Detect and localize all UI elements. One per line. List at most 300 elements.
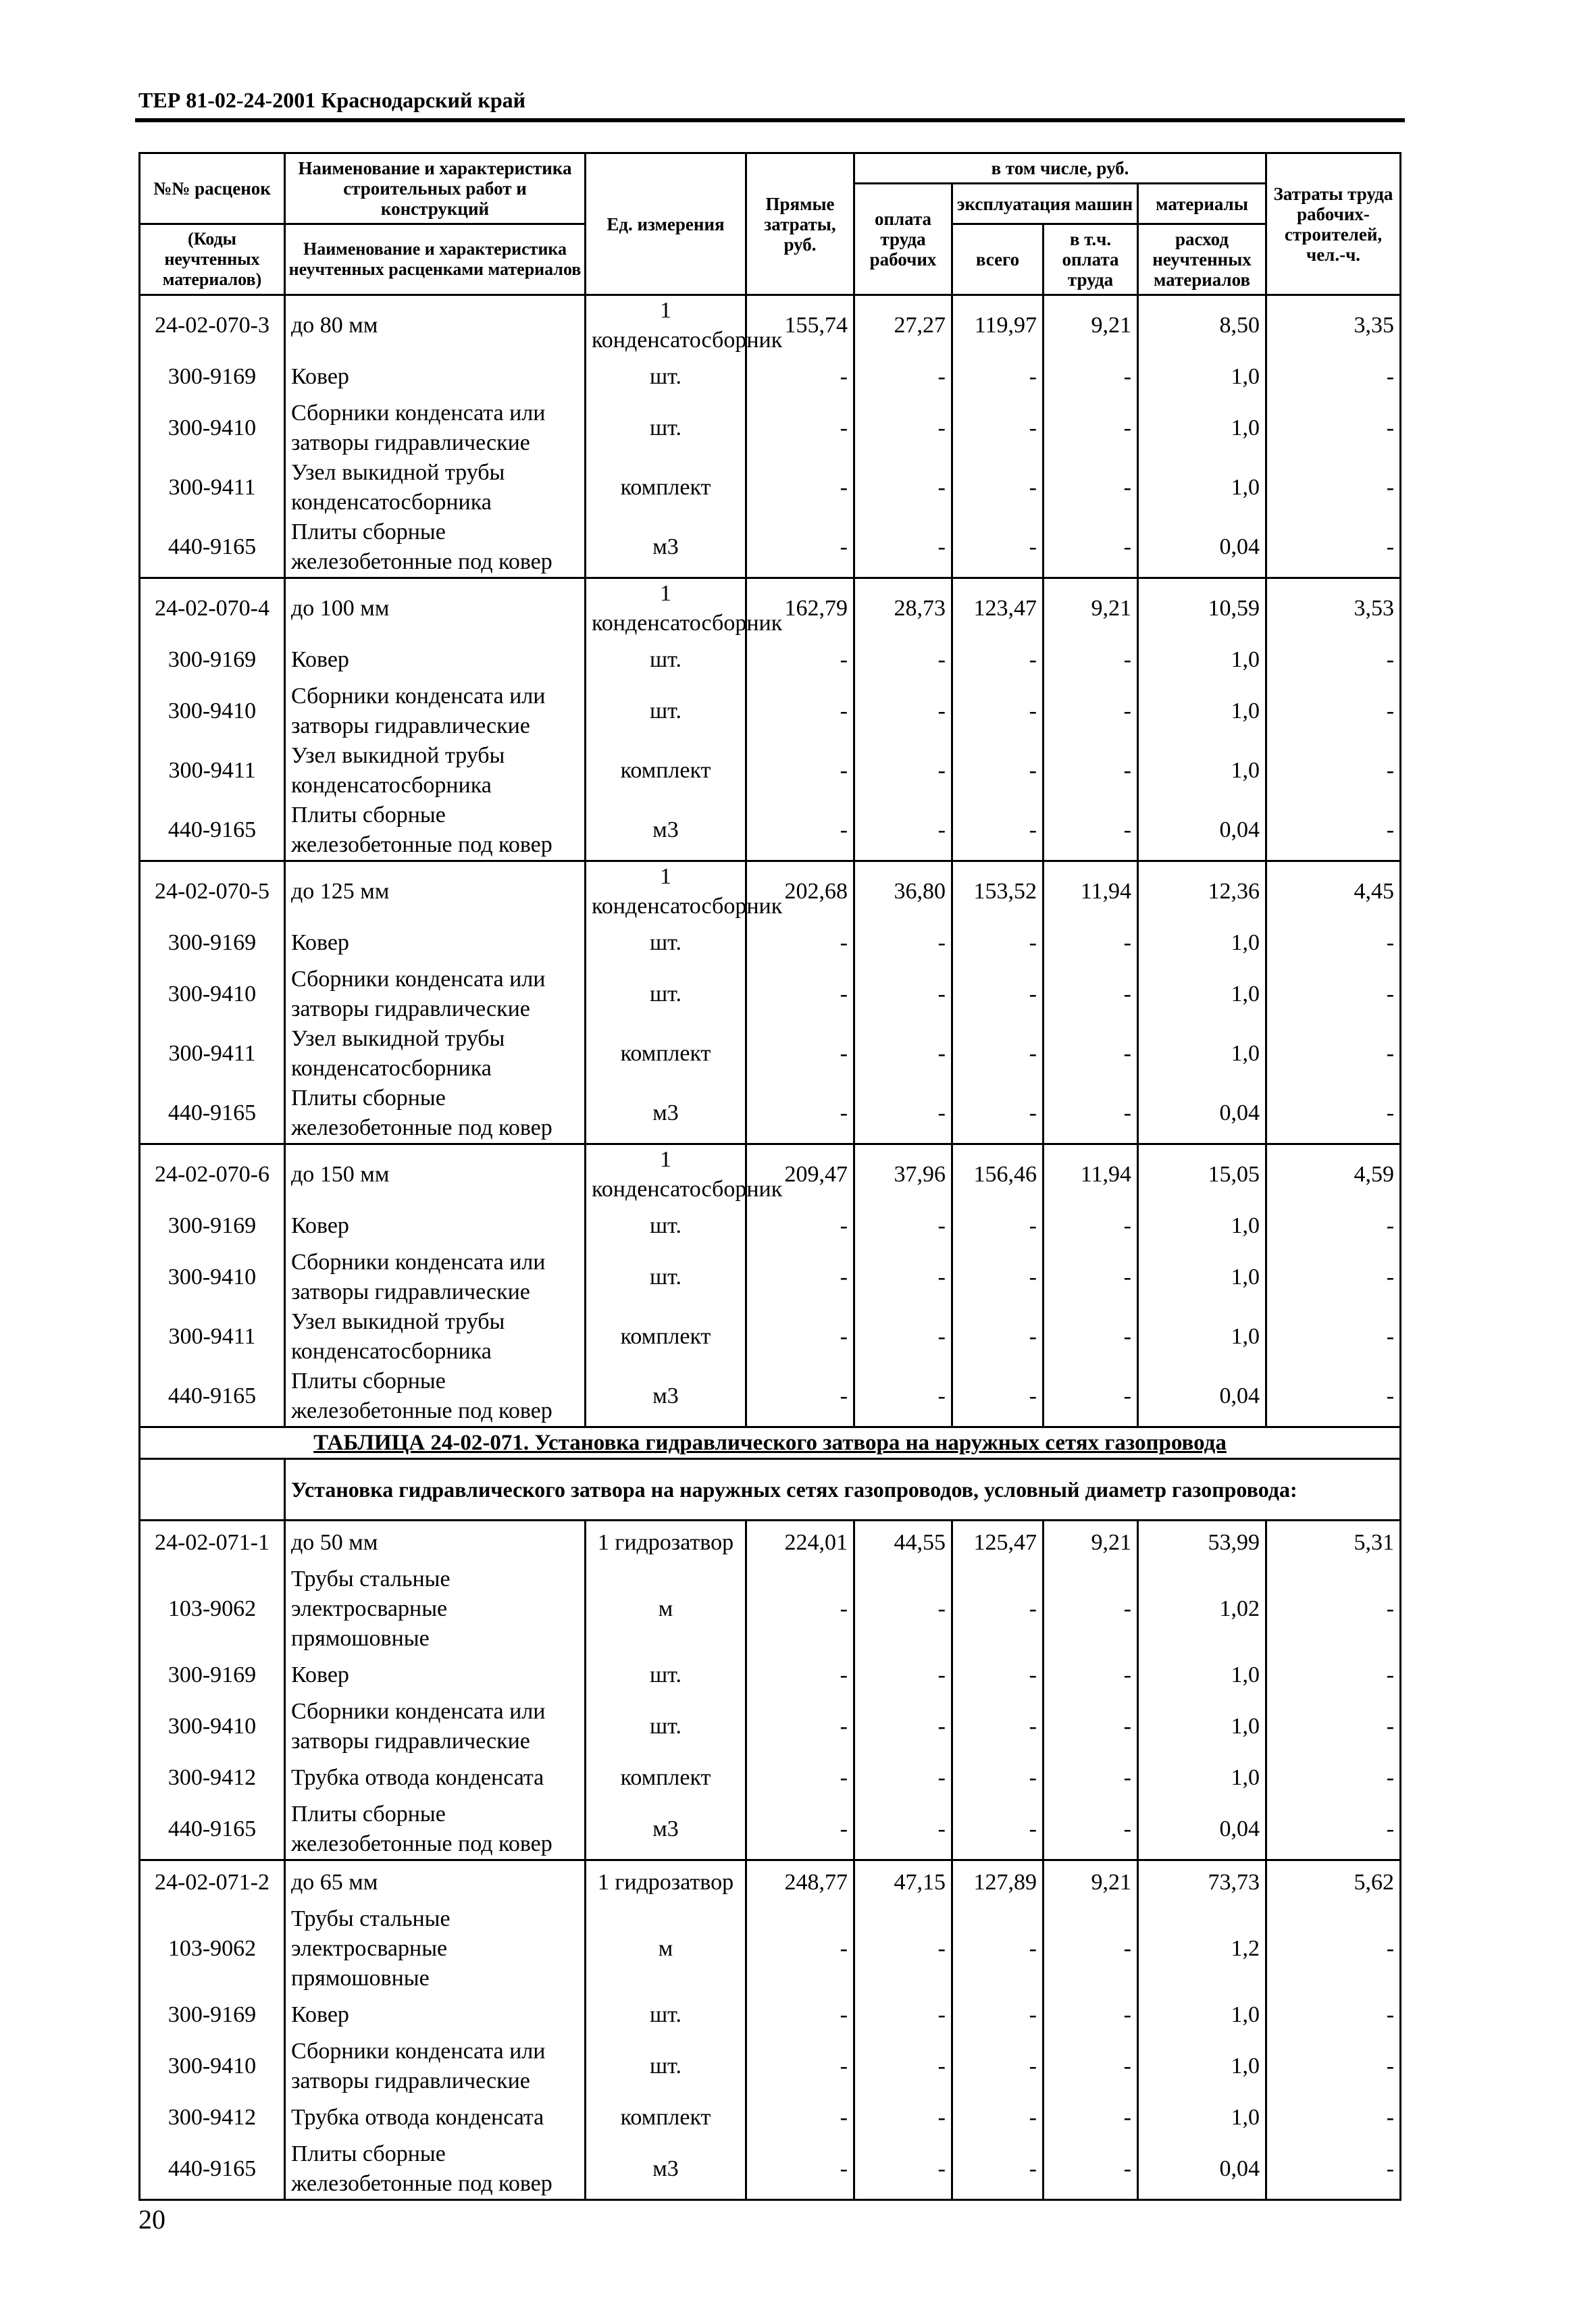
material-name: Плиты сборные железобетонные под ковер (285, 1367, 586, 1427)
machines-labor: 11,94 (1044, 1144, 1138, 1205)
dash-cell: - (952, 1024, 1044, 1084)
material-name: Плиты сборные железобетонные под ковер (285, 517, 586, 578)
table-header (140, 153, 1401, 295)
dash-cell: - (1044, 921, 1138, 965)
dash-cell: - (952, 965, 1044, 1024)
material-name: Трубка отвода конденсата (285, 1756, 586, 1800)
dash-cell: - (952, 1654, 1044, 1697)
dash-cell: - (1044, 2037, 1138, 2096)
material-name: Трубы стальные электросварные прямошовные (285, 1904, 586, 1993)
material-name: Сборники конденсата или затворы гидравлические (285, 682, 586, 741)
rate-unit: 1 конденсатосборник (586, 1144, 746, 1205)
dash-cell: - (952, 1800, 1044, 1860)
table-row (140, 2037, 1401, 2096)
dash-cell: - (1044, 1024, 1138, 1084)
dash-cell: - (1266, 355, 1401, 399)
header-code-main: №№ расценок (140, 153, 285, 224)
dash-cell: - (1044, 1307, 1138, 1367)
material-qty: 1,0 (1138, 1654, 1266, 1697)
dash-cell: - (1266, 1756, 1401, 1800)
dash-cell: - (1044, 1204, 1138, 1248)
table-row (140, 682, 1401, 741)
material-unit: комплект (586, 1756, 746, 1800)
dash-cell: - (854, 682, 952, 741)
header-direct: Прямые затраты, руб. (746, 153, 854, 295)
dash-cell: - (1044, 517, 1138, 578)
header-materials-sub: расход неучтенных материалов (1138, 224, 1266, 295)
rate-unit: 1 гидрозатвор (586, 1860, 746, 1905)
rate-unit: 1 конденсатосборник (586, 295, 746, 356)
material-code: 300-9169 (140, 355, 285, 399)
dash-cell: - (952, 1248, 1044, 1307)
dash-cell: - (854, 517, 952, 578)
material-unit: шт. (586, 682, 746, 741)
dash-cell: - (854, 921, 952, 965)
materials-cost: 73,73 (1138, 1860, 1266, 1905)
header-rule (135, 118, 1405, 122)
dash-cell: - (1266, 1800, 1401, 1860)
material-qty: 1,0 (1138, 355, 1266, 399)
document-header: ТЕР 81-02-24-2001 Краснодарский край (138, 88, 526, 112)
header-machines-total: всего (952, 224, 1044, 295)
dash-cell: - (746, 1204, 854, 1248)
labor-pay: 44,55 (854, 1521, 952, 1565)
material-name: Сборники конденсата или затворы гидравлические (285, 399, 586, 458)
rate-name: до 65 мм (285, 1860, 586, 1905)
material-qty: 1,0 (1138, 921, 1266, 965)
labor-pay: 47,15 (854, 1860, 952, 1905)
table-row (140, 741, 1401, 800)
machines-total: 125,47 (952, 1521, 1044, 1565)
material-qty: 1,0 (1138, 682, 1266, 741)
material-unit: шт. (586, 1248, 746, 1307)
material-unit: шт. (586, 1993, 746, 2037)
dash-cell: - (854, 1800, 952, 1860)
dash-cell: - (952, 1204, 1044, 1248)
material-code: 300-9411 (140, 1307, 285, 1367)
dash-cell: - (1266, 682, 1401, 741)
material-qty: 1,0 (1138, 638, 1266, 682)
material-qty: 1,0 (1138, 1307, 1266, 1367)
dash-cell: - (1044, 1654, 1138, 1697)
table-row (140, 1654, 1401, 1697)
dash-cell: - (854, 1024, 952, 1084)
dash-cell: - (854, 1307, 952, 1367)
material-unit: комплект (586, 741, 746, 800)
material-code: 300-9410 (140, 1697, 285, 1756)
direct-cost: 162,79 (746, 578, 854, 639)
dash-cell: - (746, 2096, 854, 2139)
dash-cell: - (854, 1993, 952, 2037)
material-code: 300-9169 (140, 638, 285, 682)
dash-cell: - (952, 1697, 1044, 1756)
dash-cell: - (1266, 2139, 1401, 2200)
rates-table-container (138, 152, 1399, 2201)
material-code: 300-9410 (140, 965, 285, 1024)
dash-cell: - (1266, 399, 1401, 458)
material-unit: шт. (586, 1654, 746, 1697)
header-labor-cost: Затраты труда рабочих-строителей, чел.-ч. (1266, 153, 1401, 295)
dash-cell: - (952, 2139, 1044, 2200)
direct-cost: 202,68 (746, 861, 854, 922)
material-qty: 1,0 (1138, 1024, 1266, 1084)
dash-cell: - (746, 517, 854, 578)
material-code: 440-9165 (140, 1800, 285, 1860)
header-labor-pay: оплата труда рабочих (854, 184, 952, 295)
table-row (140, 1904, 1401, 1993)
direct-cost: 224,01 (746, 1521, 854, 1565)
dash-cell: - (1266, 458, 1401, 517)
dash-cell: - (1044, 1084, 1138, 1144)
materials-cost: 53,99 (1138, 1521, 1266, 1565)
labor-hours: 3,35 (1266, 295, 1401, 356)
dash-cell: - (1044, 1904, 1138, 1993)
dash-cell: - (1266, 1564, 1401, 1654)
header-machines: эксплуатация машин (952, 184, 1138, 224)
dash-cell: - (952, 1084, 1044, 1144)
dash-cell: - (854, 1756, 952, 1800)
dash-cell: - (746, 1756, 854, 1800)
material-code: 300-9411 (140, 1024, 285, 1084)
table-row (140, 2096, 1401, 2139)
machines-labor: 9,21 (1044, 1521, 1138, 1565)
material-unit: м3 (586, 800, 746, 861)
dash-cell: - (746, 1993, 854, 2037)
dash-cell: - (1266, 1307, 1401, 1367)
dash-cell: - (746, 1800, 854, 1860)
material-unit: шт. (586, 638, 746, 682)
material-name: Узел выкидной трубы конденсатосборника (285, 458, 586, 517)
dash-cell: - (746, 741, 854, 800)
dash-cell: - (1044, 1367, 1138, 1427)
dash-cell: - (1044, 2139, 1138, 2200)
material-unit: м3 (586, 517, 746, 578)
table-row (140, 1248, 1401, 1307)
dash-cell: - (854, 1204, 952, 1248)
material-unit: м3 (586, 2139, 746, 2200)
material-qty: 1,0 (1138, 458, 1266, 517)
material-qty: 0,04 (1138, 2139, 1266, 2200)
dash-cell: - (1266, 1367, 1401, 1427)
dash-cell: - (1266, 1204, 1401, 1248)
dash-cell: - (1044, 1564, 1138, 1654)
material-name: Плиты сборные железобетонные под ковер (285, 1800, 586, 1860)
empty-code-cell (140, 1459, 285, 1521)
labor-hours: 5,31 (1266, 1521, 1401, 1565)
dash-cell: - (952, 741, 1044, 800)
machines-total: 156,46 (952, 1144, 1044, 1205)
material-qty: 0,04 (1138, 800, 1266, 861)
material-name: Узел выкидной трубы конденсатосборника (285, 1024, 586, 1084)
dash-cell: - (1044, 1800, 1138, 1860)
labor-hours: 4,45 (1266, 861, 1401, 922)
dash-cell: - (854, 1248, 952, 1307)
material-name: Ковер (285, 355, 586, 399)
rate-unit: 1 конденсатосборник (586, 578, 746, 639)
dash-cell: - (1266, 1084, 1401, 1144)
dash-cell: - (952, 638, 1044, 682)
rate-name: до 50 мм (285, 1521, 586, 1565)
dash-cell: - (952, 1993, 1044, 2037)
material-name: Плиты сборные железобетонные под ковер (285, 800, 586, 861)
dash-cell: - (746, 965, 854, 1024)
rate-code: 24-02-070-5 (140, 861, 285, 922)
dash-cell: - (952, 921, 1044, 965)
material-qty: 1,0 (1138, 965, 1266, 1024)
dash-cell: - (854, 638, 952, 682)
table-row (140, 1993, 1401, 2037)
material-code: 440-9165 (140, 1084, 285, 1144)
dash-cell: - (952, 1904, 1044, 1993)
labor-hours: 4,59 (1266, 1144, 1401, 1205)
dash-cell: - (746, 2139, 854, 2200)
machines-total: 153,52 (952, 861, 1044, 922)
table-row (140, 1204, 1401, 1248)
material-code: 300-9169 (140, 1993, 285, 2037)
section-title-text: ТАБЛИЦА 24-02-071. Установка гидравлического затвора на наружных сетях газопровода (313, 1431, 1227, 1455)
dash-cell: - (854, 355, 952, 399)
rate-code: 24-02-071-1 (140, 1521, 285, 1565)
material-code: 300-9169 (140, 1654, 285, 1697)
dash-cell: - (1044, 682, 1138, 741)
direct-cost: 248,77 (746, 1860, 854, 1905)
dash-cell: - (854, 1564, 952, 1654)
materials-cost: 10,59 (1138, 578, 1266, 639)
material-qty: 0,04 (1138, 517, 1266, 578)
header-unit: Ед. измерения (586, 153, 746, 295)
material-unit: шт. (586, 921, 746, 965)
material-qty: 0,04 (1138, 1800, 1266, 1860)
table-row (140, 1800, 1401, 1860)
dash-cell: - (1266, 1697, 1401, 1756)
table-row (140, 1307, 1401, 1367)
dash-cell: - (854, 2096, 952, 2139)
dash-cell: - (1044, 1756, 1138, 1800)
rate-name: до 125 мм (285, 861, 586, 922)
dash-cell: - (1266, 517, 1401, 578)
table-row (140, 921, 1401, 965)
materials-cost: 8,50 (1138, 295, 1266, 356)
machines-total: 123,47 (952, 578, 1044, 639)
dash-cell: - (1044, 741, 1138, 800)
table-row (140, 1144, 1401, 1205)
table-row (140, 861, 1401, 922)
dash-cell: - (1266, 638, 1401, 682)
dash-cell: - (854, 1697, 952, 1756)
material-qty: 0,04 (1138, 1084, 1266, 1144)
dash-cell: - (854, 1654, 952, 1697)
material-name: Трубка отвода конденсата (285, 2096, 586, 2139)
table-row (140, 355, 1401, 399)
material-unit: комплект (586, 1024, 746, 1084)
material-code: 300-9411 (140, 458, 285, 517)
rate-code: 24-02-070-3 (140, 295, 285, 356)
material-code: 300-9412 (140, 2096, 285, 2139)
dash-cell: - (746, 638, 854, 682)
machines-labor: 9,21 (1044, 578, 1138, 639)
dash-cell: - (1044, 1248, 1138, 1307)
dash-cell: - (1266, 1024, 1401, 1084)
material-name: Ковер (285, 921, 586, 965)
material-qty: 1,0 (1138, 741, 1266, 800)
dash-cell: - (746, 921, 854, 965)
material-name: Сборники конденсата или затворы гидравлические (285, 1248, 586, 1307)
header-code-sub: (Коды неучтенных материалов) (140, 224, 285, 295)
material-qty: 1,0 (1138, 1993, 1266, 2037)
dash-cell: - (746, 1248, 854, 1307)
machines-labor: 9,21 (1044, 295, 1138, 356)
rate-code: 24-02-071-2 (140, 1860, 285, 1905)
dash-cell: - (746, 399, 854, 458)
dash-cell: - (952, 1367, 1044, 1427)
material-unit: м3 (586, 1800, 746, 1860)
rate-code: 24-02-070-6 (140, 1144, 285, 1205)
machines-labor: 9,21 (1044, 1860, 1138, 1905)
dash-cell: - (1044, 800, 1138, 861)
table-row (140, 1564, 1401, 1654)
material-name: Ковер (285, 1204, 586, 1248)
dash-cell: - (1266, 1248, 1401, 1307)
material-name: Ковер (285, 638, 586, 682)
dash-cell: - (854, 399, 952, 458)
dash-cell: - (952, 517, 1044, 578)
material-name: Сборники конденсата или затворы гидравлические (285, 2037, 586, 2096)
rate-name: до 80 мм (285, 295, 586, 356)
material-qty: 0,04 (1138, 1367, 1266, 1427)
material-code: 300-9410 (140, 399, 285, 458)
material-unit: м (586, 1904, 746, 1993)
dash-cell: - (746, 458, 854, 517)
material-code: 300-9169 (140, 1204, 285, 1248)
dash-cell: - (952, 1756, 1044, 1800)
dash-cell: - (1266, 741, 1401, 800)
material-qty: 1,02 (1138, 1564, 1266, 1654)
dash-cell: - (1044, 399, 1138, 458)
dash-cell: - (952, 1307, 1044, 1367)
dash-cell: - (746, 1307, 854, 1367)
table-row (140, 1756, 1401, 1800)
table-row (140, 1367, 1401, 1427)
table-row (140, 295, 1401, 356)
table-row (140, 1084, 1401, 1144)
dash-cell: - (1266, 1993, 1401, 2037)
material-code: 103-9062 (140, 1564, 285, 1654)
material-code: 300-9411 (140, 741, 285, 800)
dash-cell: - (746, 1697, 854, 1756)
table-row (140, 517, 1401, 578)
page-number: 20 (138, 2204, 165, 2235)
material-name: Плиты сборные железобетонные под ковер (285, 2139, 586, 2200)
labor-hours: 5,62 (1266, 1860, 1401, 1905)
dash-cell: - (746, 355, 854, 399)
material-unit: комплект (586, 2096, 746, 2139)
dash-cell: - (746, 1654, 854, 1697)
dash-cell: - (854, 1084, 952, 1144)
material-name: Трубы стальные электросварные прямошовные (285, 1564, 586, 1654)
dash-cell: - (1044, 965, 1138, 1024)
material-qty: 1,0 (1138, 1248, 1266, 1307)
material-code: 300-9169 (140, 921, 285, 965)
material-code: 300-9410 (140, 1248, 285, 1307)
rate-code: 24-02-070-4 (140, 578, 285, 639)
material-code: 300-9410 (140, 682, 285, 741)
material-unit: м3 (586, 1084, 746, 1144)
dash-cell: - (746, 1084, 854, 1144)
table-row (140, 578, 1401, 639)
material-name: Ковер (285, 1993, 586, 2037)
material-qty: 1,0 (1138, 2037, 1266, 2096)
direct-cost: 209,47 (746, 1144, 854, 1205)
dash-cell: - (952, 458, 1044, 517)
dash-cell: - (952, 399, 1044, 458)
material-unit: м (586, 1564, 746, 1654)
dash-cell: - (1266, 1654, 1401, 1697)
labor-hours: 3,53 (1266, 578, 1401, 639)
dash-cell: - (952, 800, 1044, 861)
labor-pay: 36,80 (854, 861, 952, 922)
material-unit: комплект (586, 1307, 746, 1367)
dash-cell: - (746, 1564, 854, 1654)
table-row (140, 1860, 1401, 1905)
dash-cell: - (952, 2096, 1044, 2139)
header-name-sub: Наименование и характеристика неучтенных расценками материалов (285, 224, 586, 295)
material-code: 440-9165 (140, 800, 285, 861)
material-code: 300-9412 (140, 1756, 285, 1800)
section-desc-row (140, 1459, 1401, 1521)
material-unit: шт. (586, 965, 746, 1024)
section-title-row (140, 1427, 1401, 1459)
labor-pay: 28,73 (854, 578, 952, 639)
material-name: Сборники конденсата или затворы гидравлические (285, 1697, 586, 1756)
rate-unit: 1 гидрозатвор (586, 1521, 746, 1565)
dash-cell: - (1044, 355, 1138, 399)
table-row (140, 2139, 1401, 2200)
section-description: Установка гидравлического затвора на наружных сетях газопроводов, условный диаметр газопровода: (285, 1459, 1401, 1521)
material-unit: комплект (586, 458, 746, 517)
material-name: Ковер (285, 1654, 586, 1697)
table-row (140, 800, 1401, 861)
rates-table (138, 152, 1401, 2201)
dash-cell: - (1044, 638, 1138, 682)
dash-cell: - (746, 800, 854, 861)
material-qty: 1,0 (1138, 1204, 1266, 1248)
dash-cell: - (952, 1564, 1044, 1654)
dash-cell: - (1044, 458, 1138, 517)
labor-pay: 37,96 (854, 1144, 952, 1205)
machines-total: 127,89 (952, 1860, 1044, 1905)
header-name-main: Наименование и характеристика строительных работ и конструкций (285, 153, 586, 224)
table-body (140, 295, 1401, 2200)
dash-cell: - (1044, 1697, 1138, 1756)
table-row (140, 1521, 1401, 1565)
labor-pay: 27,27 (854, 295, 952, 356)
table-row (140, 638, 1401, 682)
dash-cell: - (746, 1904, 854, 1993)
material-code: 300-9410 (140, 2037, 285, 2096)
material-qty: 1,0 (1138, 399, 1266, 458)
machines-total: 119,97 (952, 295, 1044, 356)
dash-cell: - (1044, 2096, 1138, 2139)
dash-cell: - (952, 355, 1044, 399)
dash-cell: - (854, 965, 952, 1024)
material-name: Узел выкидной трубы конденсатосборника (285, 1307, 586, 1367)
material-code: 440-9165 (140, 517, 285, 578)
rate-name: до 150 мм (285, 1144, 586, 1205)
table-row (140, 1024, 1401, 1084)
dash-cell: - (854, 1367, 952, 1427)
dash-cell: - (952, 682, 1044, 741)
dash-cell: - (1266, 965, 1401, 1024)
